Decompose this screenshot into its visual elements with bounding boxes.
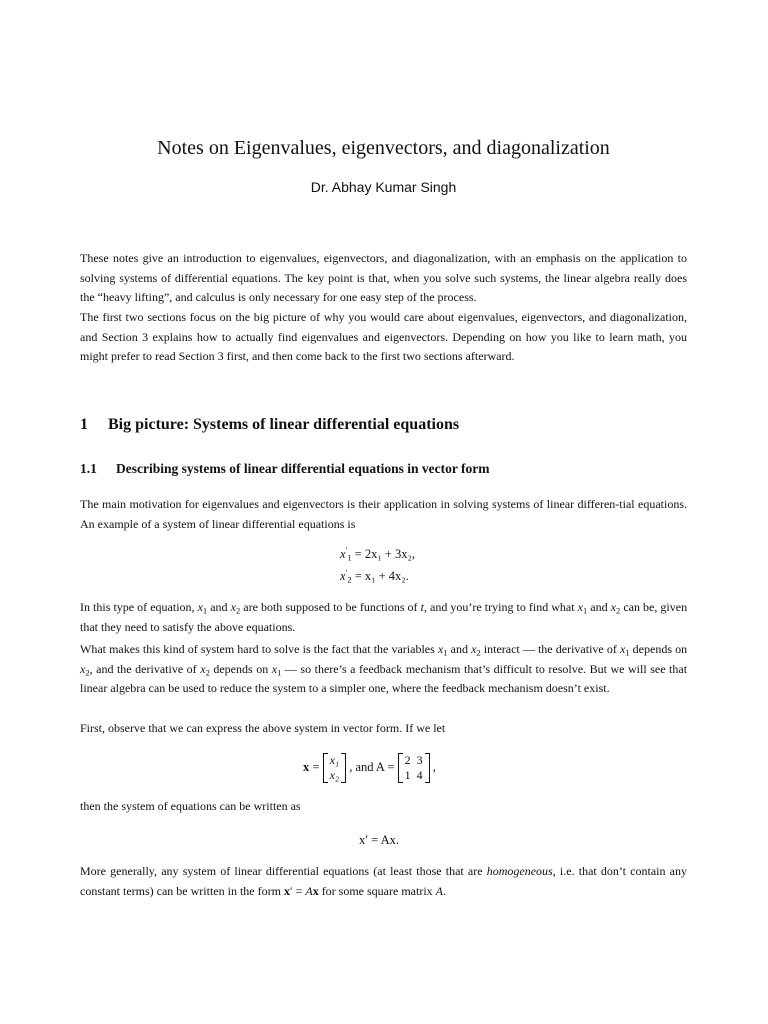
equation-line-2: $x'_2 = x_1 + 4x_2$. [340,567,409,585]
section-1-heading [80,415,687,435]
vector-x [323,753,347,783]
matrix-a-entry: 1 [404,768,411,783]
subsection-title: Describing systems of linear differential equations in vector form [116,461,490,476]
vector-matrix-definition: x = x₁ x₂ , and A = 2 3 1 4 , [303,753,436,783]
vector-x-entry: x₁ [329,753,340,768]
equation-2-rhs: = x₁ + 4x₂. [354,569,409,583]
equation-1-rhs: = 2x₁ + 3x₂, [354,547,416,561]
subsection-1-1-heading [80,460,687,478]
vector-x-entry: x₂ [329,768,340,783]
intro-paragraph-1: These notes give an introduction to eigenvalues, eigenvectors, and diagonalization, with an emphasis on the application to solving systems of differential equations. The key point is that, when you solve such systems, the linear algebra really does the “heavy lifting”, and calculus is only necessary for one easy step of the process. [80,251,687,305]
section-1-paragraph-3: What makes this kind of system hard to solve is the fact that the variables $x_1$ and $x_2$ interact — the derivative of $x_1$ depends on $x_2$, and the derivative of $x_2$ depends on $x_1$ — so there’s a feedback mechanism that’s difficult to resolve. But we will see that linear algebra can be used to reduce the system to a simpler one, where the feedback mechanism doesn’t exist. [80,642,688,696]
and-a-text: , and A = [349,760,395,774]
section-title: Big picture: Systems of linear differential equations [108,416,460,433]
section-1-paragraph-6: More generally, any system of linear differential equations (at least those that are homogeneous, i.e. that don’t contain any constant terms) can be written in the form x′ = Ax for some square matrix A. [80,864,687,898]
section-number: 1 [80,416,88,433]
matrix-a-entry: 4 [416,768,423,783]
system-equation: x′ = Ax. [359,833,399,847]
paper-title: Notes on Eigenvalues, eigenvectors, and diagonalization [157,137,610,159]
section-1-paragraph-2: In this type of equation, $x_1$ and $x_2$ are both supposed to be functions of t, and you’re trying to find what $x_1$ and $x_2$ can be, given that they need to satisfy the above equations. [80,600,688,634]
matrix-a-entry: 2 [404,753,411,768]
intro-paragraph-2: The first two sections focus on the big picture of why you would care about eigenvalues, eigenvectors, and diagonalization, and Section 3 explains how to actually find eigenvalues and eigenvectors. Depending on how you like to learn math, you might prefer to read Section 3 first, and then come back to the first two sections afterward. [80,310,687,364]
equation-line-1: $x'_1 = 2x_1 + 3x_2$, [340,545,416,563]
paper-author: Dr. Abhay Kumar Singh [310,179,457,195]
matrix-a-entry: 3 [416,753,423,768]
subsection-number: 1.1 [80,461,97,476]
matrix-a [398,753,430,783]
section-1-paragraph-5: then the system of equations can be written as [80,799,301,813]
section-1-paragraph-4: First, observe that we can express the above system in vector form. If we let [80,721,446,735]
section-1-paragraph-1: The main motivation for eigenvalues and eigenvectors is their application in solving systems of linear differen-tial equations. An example of a system of linear differential equations is [80,497,687,531]
